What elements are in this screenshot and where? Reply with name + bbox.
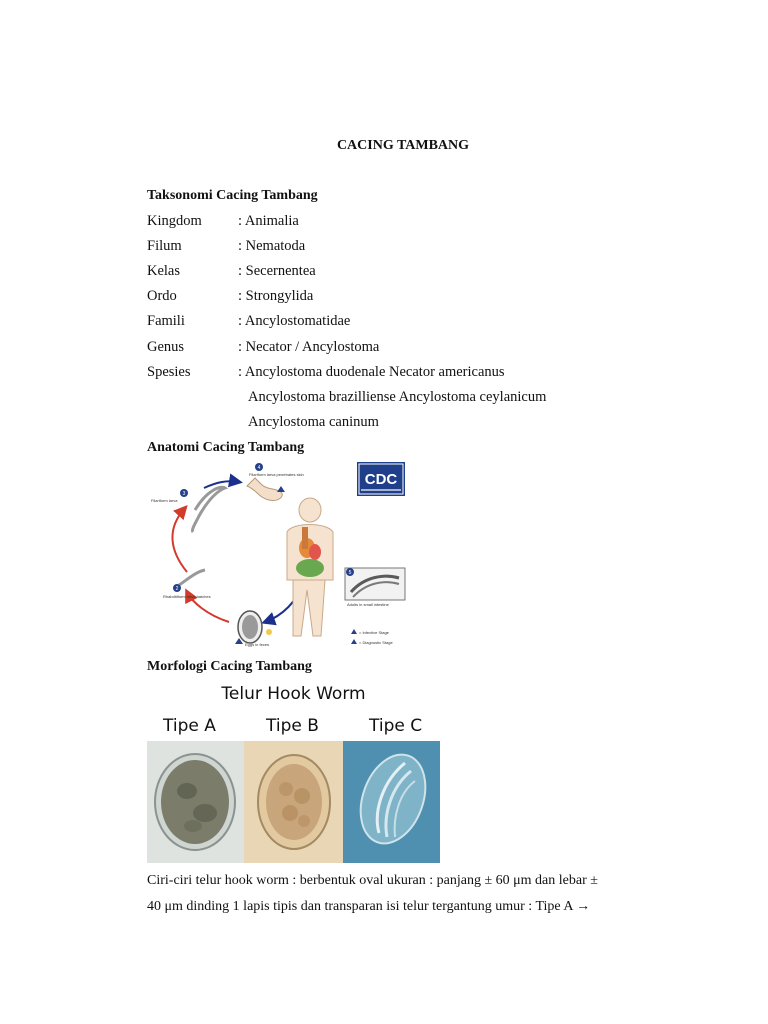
taxonomy-heading: Taksonomi Cacing Tambang (147, 188, 318, 203)
taxonomy-value: : Secernentea (238, 263, 316, 279)
taxonomy-value: : Ancylostoma duodenale Necator americanus (238, 364, 505, 380)
description-line-1: Ciri-ciri telur hook worm : berbentuk oval ukuran : panjang ± 60 μm dan lebar ± (147, 873, 598, 888)
taxonomy-key: Filum (147, 238, 182, 254)
egg-type-label: Tipe B (266, 716, 319, 736)
taxonomy-key: Famili (147, 313, 185, 329)
document-title: CACING TAMBANG (336, 138, 470, 153)
taxonomy-key: Kelas (147, 263, 181, 279)
taxonomy-value: : Strongylida (238, 288, 314, 304)
svg-text:5: 5 (348, 570, 352, 576)
svg-text:3: 3 (182, 491, 186, 497)
taxonomy-value: : Animalia (238, 213, 299, 229)
taxonomy-key: Genus (147, 339, 185, 355)
legend-diagnostic: = Diagnostic Stage (359, 640, 393, 645)
egg-image-type-b (244, 741, 343, 863)
taxonomy-value: : Necator / Ancylostoma (238, 339, 380, 355)
taxonomy-value: : Ancylostomatidae (238, 313, 351, 329)
taxonomy-key: Spesies (147, 364, 191, 380)
foot-shape (247, 478, 282, 500)
egg-type-label: Tipe C (369, 716, 423, 736)
cycle-arrow (172, 508, 187, 572)
svg-text:2: 2 (175, 586, 179, 592)
lifecycle-label: Eggs in feces (245, 642, 270, 647)
larva-shape (192, 487, 225, 532)
cdc-logo (357, 462, 405, 496)
species-line: Ancylostoma caninum (248, 414, 379, 430)
lifecycle-label: Filariform larva (151, 498, 178, 503)
legend-infective: = Infective Stage (359, 630, 389, 635)
lifecycle-label: Filariform larva penetrates skin (249, 472, 304, 477)
taxonomy-key: Kingdom (147, 213, 202, 229)
egg-image-type-c (343, 741, 440, 863)
taxonomy-key: Ordo (147, 288, 177, 304)
egg-image-type-a (147, 741, 244, 863)
svg-text:CDC: CDC (364, 471, 398, 488)
egg-type-label: Tipe A (163, 716, 216, 736)
anatomy-heading: Anatomi Cacing Tambang (147, 440, 305, 455)
lifecycle-label: Adults in small intestine (347, 602, 389, 607)
taxonomy-value: : Nematoda (238, 238, 306, 254)
svg-text:4: 4 (257, 465, 261, 471)
species-line: Ancylostoma brazilliense Ancylostoma ceylanicum (248, 389, 547, 405)
morphology-heading: Morfologi Cacing Tambang (147, 659, 312, 674)
lifecycle-label: Rhabditiform larva hatches (163, 594, 211, 599)
egg-figure-title: Telur Hook Worm (221, 684, 366, 704)
description-line-2: 40 μm dinding 1 lapis tipis dan transparan isi telur tergantung umur : Tipe A → (147, 899, 591, 914)
